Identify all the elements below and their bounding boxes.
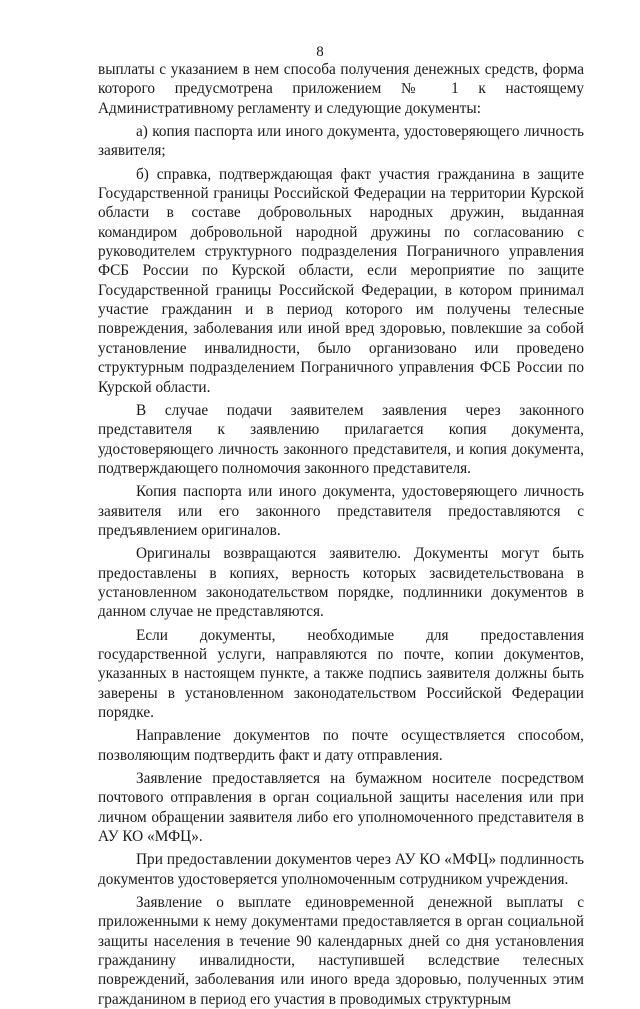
paragraph-originals-returned: Оригиналы возвращаются заявителю. Документы могут быть предоставлены в копиях, верность которых засвидетельствована в установленном законодательством порядке, подлинники документов в данном случае не представляются. xyxy=(98,545,584,621)
paragraph-postal-documents: Если документы, необходимые для предоставления государственной услуги, направляются по почте, копии документов, указанных в настоящем пункте, а также подпись заявителя должны быть заверены в установленном законодательством Российской Федерации порядке. xyxy=(98,626,584,721)
paragraph-item-a: а) копия паспорта или иного документа, удостоверяющего личность заявителя; xyxy=(98,123,584,160)
paragraph-postal-method: Направление документов по почте осуществляется способом, позволяющим подтвердить факт и дату отправления. xyxy=(98,727,584,764)
paragraph-passport-copy: Копия паспорта или иного документа, удостоверяющего личность заявителя или его законного представителя предоставляются с предъявлением оригиналов. xyxy=(98,483,584,539)
page-number: 8 xyxy=(316,44,324,60)
paragraph-application-deadline: Заявление о выплате единовременной денежной выплаты с приложенными к нему документами предоставляется в орган социальной защиты населения в течение 90 календарных дней со дня установления гражданину инвалидности, наступившей вследствие телесных повреждений, заболевания или иного вреда здоровью, полученных этим гражданином в период его участия в проводимых структурным xyxy=(98,894,584,1008)
document-body xyxy=(98,60,584,1009)
paragraph-legal-representative: В случае подачи заявителем заявления через законного представителя к заявлению прилагается копия документа, удостоверяющего личность законного представителя, и копия документа, подтверждающего полномочия законного представителя. xyxy=(98,401,584,477)
paragraph-application-submission: Заявление предоставляется на бумажном носителе посредством почтового отправления в орган социальной защиты населения или при личном обращении заявителя либо его уполномоченного представителя в АУ КО «МФЦ». xyxy=(98,770,584,846)
paragraph-item-b: б) справка, подтверждающая факт участия гражданина в защите Государственной границы Российской Федерации на территории Курской области в составе добровольных народных дружин, выданная командиром добровольной народной дружины по согласованию с руководителем структурного подразделения Пограничного управления ФСБ России по Курской области, если мероприятие по защите Государственной границы Российской Федерации, в котором принимал участие гражданин и в период которого им получены телесные повреждения, заболевания или иной вред здоровью, повлекшие за собой установление инвалидности, было организовано или проведено структурным подразделением Пограничного управления ФСБ России по Курской области. xyxy=(98,165,584,396)
paragraph-continuation: выплаты с указанием в нем способа получения денежных средств, форма которого предусмотрена приложением № 1 к настоящему Административному регламенту и следующие документы: xyxy=(98,61,584,117)
paragraph-mfc-verification: При предоставлении документов через АУ КО «МФЦ» подлинность документов удостоверяется уполномоченным сотрудником учреждения. xyxy=(98,851,584,888)
